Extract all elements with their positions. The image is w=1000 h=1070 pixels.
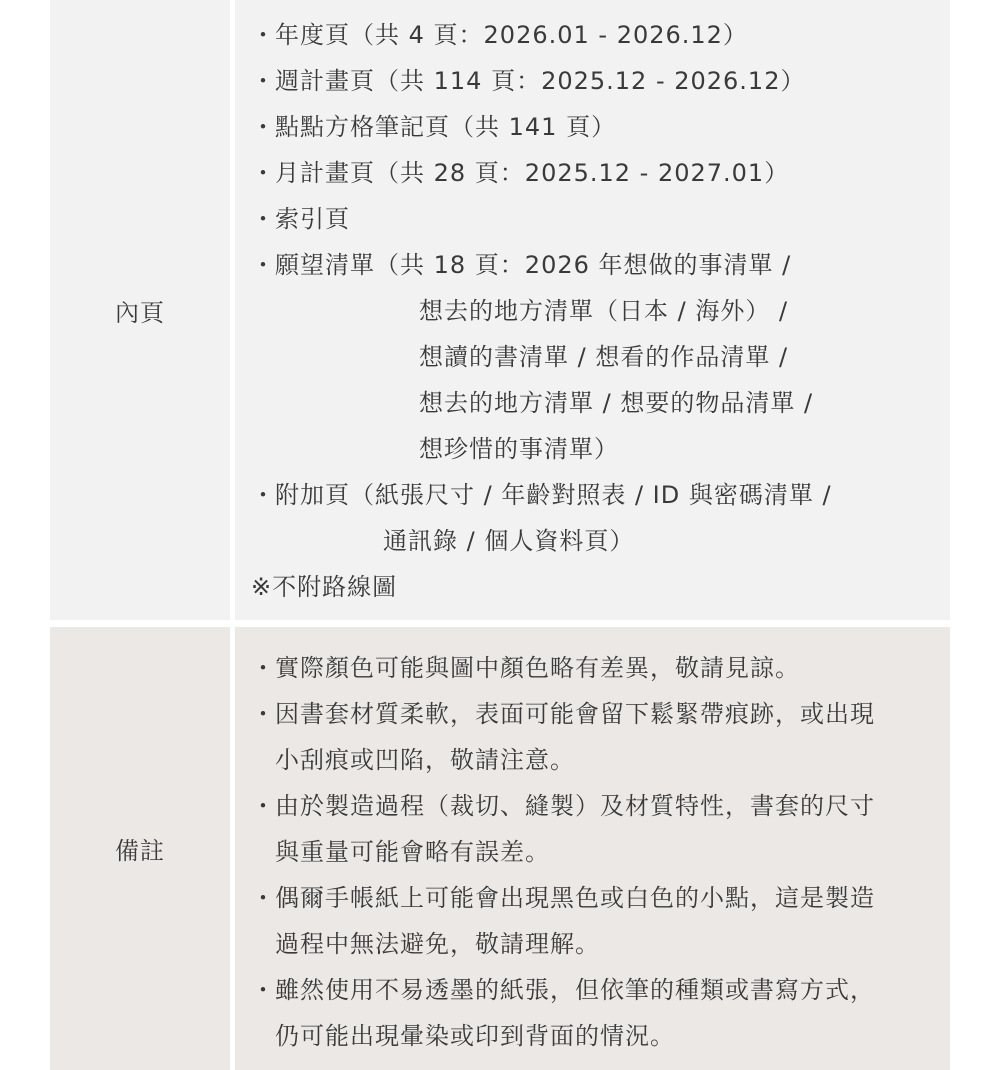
item-continuation: 仍可能出現暈染或印到背面的情況。: [275, 1022, 675, 1050]
bullet: ・: [251, 205, 276, 233]
item-text: 雖然使用不易透墨的紙張，但依筆的種類或書寫方式，: [275, 976, 875, 1004]
row-content: [235, 627, 950, 1070]
spec-table: [50, 0, 950, 1070]
list-item: [251, 196, 950, 242]
list-item: [251, 58, 950, 104]
item-text: 年度頁（共 4 頁：2026.01 - 2026.12）: [275, 21, 748, 49]
bullet: ・: [251, 21, 276, 49]
bullet: ・: [251, 113, 276, 141]
bullet: ・: [251, 884, 276, 912]
bullet: ・: [251, 792, 276, 820]
bullet: ・: [251, 654, 276, 682]
bullet: ・: [251, 67, 276, 95]
list-item: [251, 242, 950, 288]
item-text: 偶爾手帳紙上可能會出現黑色或白色的小點，這是製造: [275, 884, 875, 912]
list-item: [251, 645, 950, 691]
list-item: [251, 150, 950, 196]
item-text: 由於製造過程（裁切、縫製）及材質特性，書套的尺寸: [275, 792, 875, 820]
list-item: [251, 472, 950, 518]
list-item: [251, 12, 950, 58]
item-continuation: 想珍惜的事清單）: [419, 435, 619, 463]
list-item: [251, 104, 950, 150]
row-content: [235, 0, 950, 620]
row-label: 備註: [50, 627, 230, 1070]
bullet: ・: [251, 700, 276, 728]
row-label: 內頁: [50, 0, 230, 620]
item-continuation: 與重量可能會略有誤差。: [275, 838, 550, 866]
list-item: [251, 691, 950, 737]
bullet: ・: [251, 481, 276, 509]
item-continuation: 通訊錄 / 個人資料頁）: [383, 527, 635, 555]
item-continuation: 想去的地方清單 / 想要的物品清單 /: [419, 389, 814, 417]
item-text: 因書套材質柔軟，表面可能會留下鬆緊帶痕跡，或出現: [275, 700, 875, 728]
item-text: 實際顏色可能與圖中顏色略有差異，敬請見諒。: [275, 654, 800, 682]
list-item: [251, 783, 950, 829]
bullet: ・: [251, 976, 276, 1004]
item-text: 點點方格筆記頁（共 141 頁）: [275, 113, 617, 141]
remark-note: ※不附路線圖: [251, 573, 398, 601]
item-continuation: 過程中無法避免，敬請理解。: [275, 930, 600, 958]
item-text: 週計畫頁（共 114 頁：2025.12 - 2026.12）: [275, 67, 806, 95]
item-text: 附加頁（紙張尺寸 / 年齡對照表 / ID 與密碼清單 /: [275, 481, 832, 509]
list-item: [251, 967, 950, 1013]
bullet: ・: [251, 251, 276, 279]
item-continuation: 想讀的書清單 / 想看的作品清單 /: [419, 343, 789, 371]
spec-row-inner-pages: [50, 0, 950, 620]
item-text: 願望清單（共 18 頁：2026 年想做的事清單 /: [275, 251, 792, 279]
item-text: 索引頁: [275, 205, 350, 233]
item-continuation: 小刮痕或凹陷，敬請注意。: [275, 746, 575, 774]
spec-row-notes: [50, 627, 950, 1070]
list-item: [251, 875, 950, 921]
bullet: ・: [251, 159, 276, 187]
item-continuation: 想去的地方清單（日本 / 海外） /: [419, 297, 789, 325]
item-text: 月計畫頁（共 28 頁：2025.12 - 2027.01）: [275, 159, 790, 187]
